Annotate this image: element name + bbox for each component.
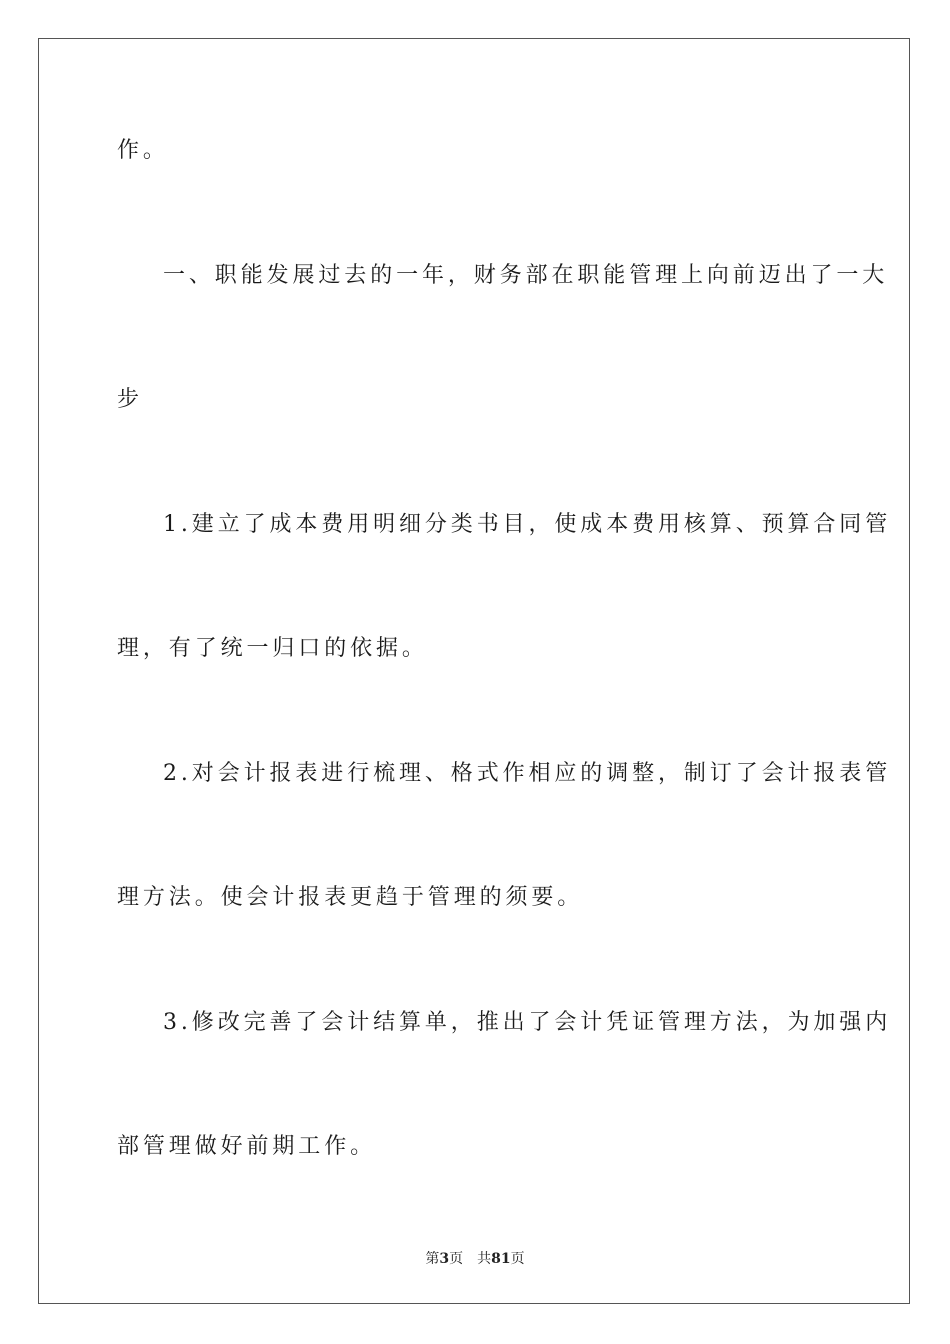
page-suffix: 页: [449, 1251, 464, 1267]
list-item-1-continuation: 理，有了统一归口的依据。: [117, 636, 428, 661]
list-item-3-continuation: 部管理做好前期工作。: [117, 1134, 377, 1159]
list-item-3-line: 3.修改完善了会计结算单，推出了会计凭证管理方法，为加强内: [163, 1010, 892, 1035]
paragraph-line: 作。: [117, 138, 169, 163]
total-prefix: 共: [477, 1251, 492, 1267]
page-border: [38, 38, 910, 1304]
list-item-2-line: 2.对会计报表进行梳理、格式作相应的调整，制订了会计报表管: [163, 761, 892, 786]
list-item-2-continuation: 理方法。使会计报表更趋于管理的须要。: [117, 885, 584, 910]
paragraph-line: 步: [117, 387, 143, 412]
page-number: 3: [439, 1251, 450, 1267]
page-prefix: 第: [425, 1251, 440, 1267]
page-footer: [0, 1248, 950, 1268]
total-pages: 81: [491, 1251, 511, 1267]
total-suffix: 页: [510, 1251, 525, 1267]
section-heading-line: 一、职能发展过去的一年，财务部在职能管理上向前迈出了一大: [163, 263, 889, 288]
list-item-1-line: 1.建立了成本费用明细分类书目，使成本费用核算、预算合同管: [163, 512, 892, 537]
